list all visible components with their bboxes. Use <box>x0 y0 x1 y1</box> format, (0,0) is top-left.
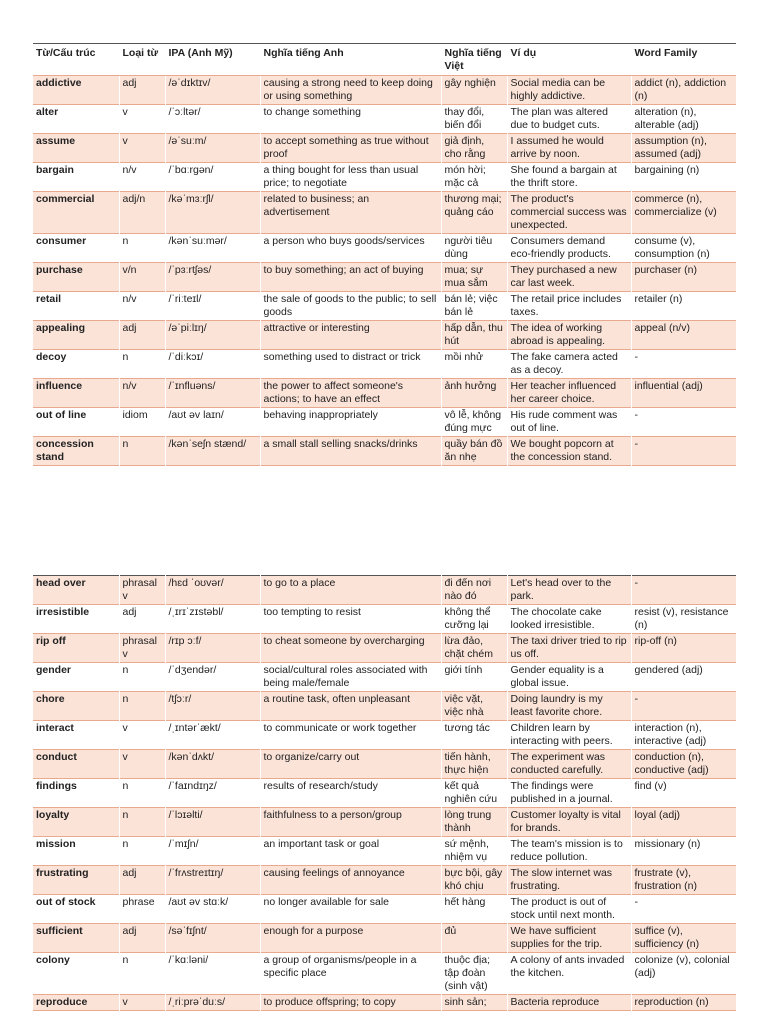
cell-ipa: /ˈɔːltər/ <box>165 105 260 134</box>
cell-part-of-speech: v <box>119 105 165 134</box>
cell-term: mission <box>33 837 119 866</box>
cell-meaning-vi: tiến hành, thực hiện <box>441 750 507 779</box>
cell-word-family: commerce (n), commercialize (v) <box>631 192 736 234</box>
cell-example: The chocolate cake looked irresistible. <box>507 605 631 634</box>
cell-meaning-en: to go to a place <box>260 576 441 605</box>
cell-part-of-speech: adj <box>119 605 165 634</box>
cell-meaning-en: enough for a purpose <box>260 924 441 953</box>
cell-meaning-vi: đủ <box>441 924 507 953</box>
cell-term: out of line <box>33 408 119 437</box>
cell-term: addictive <box>33 76 119 105</box>
cell-meaning-en: a small stall selling snacks/drinks <box>260 437 441 466</box>
cell-meaning-en: causing a strong need to keep doing or using something <box>260 76 441 105</box>
header-pos: Loại từ <box>119 44 165 76</box>
cell-example: The fake camera acted as a decoy. <box>507 350 631 379</box>
cell-meaning-en: results of research/study <box>260 779 441 808</box>
table-row <box>33 163 736 192</box>
cell-meaning-vi: hấp dẫn, thu hút <box>441 321 507 350</box>
cell-word-family: retailer (n) <box>631 292 736 321</box>
cell-example: I assumed he would arrive by noon. <box>507 134 631 163</box>
cell-term: appealing <box>33 321 119 350</box>
cell-part-of-speech: v <box>119 750 165 779</box>
cell-example: The team's mission is to reduce pollution. <box>507 837 631 866</box>
cell-meaning-vi: gây nghiện <box>441 76 507 105</box>
cell-ipa: /ˈbɑːrgən/ <box>165 163 260 192</box>
cell-example: The slow internet was frustrating. <box>507 866 631 895</box>
table-row <box>33 379 736 408</box>
cell-meaning-en: behaving inappropriately <box>260 408 441 437</box>
table-body-1 <box>33 76 736 466</box>
cell-example: They purchased a new car last week. <box>507 263 631 292</box>
cell-meaning-en: attractive or interesting <box>260 321 441 350</box>
cell-word-family: resist (v), resistance (n) <box>631 605 736 634</box>
cell-meaning-en: a person who buys goods/services <box>260 234 441 263</box>
table-row <box>33 134 736 163</box>
cell-meaning-vi: quầy bán đồ ăn nhẹ <box>441 437 507 466</box>
cell-example: Social media can be highly addictive. <box>507 76 631 105</box>
table-row <box>33 605 736 634</box>
cell-word-family: frustrate (v), frustration (n) <box>631 866 736 895</box>
cell-part-of-speech: adj <box>119 76 165 105</box>
cell-example: Let's head over to the park. <box>507 576 631 605</box>
cell-word-family: purchaser (n) <box>631 263 736 292</box>
cell-word-family: - <box>631 692 736 721</box>
cell-meaning-en: related to business; an advertisement <box>260 192 441 234</box>
header-meaning-en: Nghĩa tiếng Anh <box>260 44 441 76</box>
cell-ipa: /ˈkɑːləni/ <box>165 953 260 995</box>
cell-ipa: /ˌriːprəˈduːs/ <box>165 995 260 1011</box>
cell-term: interact <box>33 721 119 750</box>
cell-part-of-speech: adj <box>119 321 165 350</box>
table-row <box>33 350 736 379</box>
cell-term: gender <box>33 663 119 692</box>
cell-part-of-speech: adj <box>119 866 165 895</box>
cell-meaning-vi: món hời; mặc cả <box>441 163 507 192</box>
cell-meaning-vi: ảnh hưởng <box>441 379 507 408</box>
table-row <box>33 953 736 995</box>
cell-term: concession stand <box>33 437 119 466</box>
cell-meaning-vi: thay đổi, biến đổi <box>441 105 507 134</box>
header-row <box>33 44 736 76</box>
table-row <box>33 837 736 866</box>
cell-meaning-vi: kết quả nghiên cứu <box>441 779 507 808</box>
cell-meaning-vi: lòng trung thành <box>441 808 507 837</box>
cell-word-family: colonize (v), colonial (adj) <box>631 953 736 995</box>
cell-meaning-vi: hết hàng <box>441 895 507 924</box>
cell-term: commercial <box>33 192 119 234</box>
cell-word-family: - <box>631 895 736 924</box>
table-row <box>33 808 736 837</box>
cell-word-family: loyal (adj) <box>631 808 736 837</box>
cell-meaning-vi: không thể cưỡng lại <box>441 605 507 634</box>
cell-ipa: /ˈlɔɪəlti/ <box>165 808 260 837</box>
cell-ipa: /kənˈdʌkt/ <box>165 750 260 779</box>
table-row <box>33 408 736 437</box>
table-row <box>33 321 736 350</box>
cell-term: colony <box>33 953 119 995</box>
cell-meaning-en: a thing bought for less than usual price; to negotiate <box>260 163 441 192</box>
cell-meaning-en: to cheat someone by overcharging <box>260 634 441 663</box>
cell-example: The plan was altered due to budget cuts. <box>507 105 631 134</box>
cell-word-family: - <box>631 437 736 466</box>
cell-word-family: addict (n), addiction (n) <box>631 76 736 105</box>
cell-meaning-vi: sinh sản; <box>441 995 507 1011</box>
cell-meaning-vi: lừa đảo, chặt chém <box>441 634 507 663</box>
cell-meaning-en: the power to affect someone's actions; to have an effect <box>260 379 441 408</box>
cell-part-of-speech: adj <box>119 924 165 953</box>
cell-meaning-vi: thuộc địa; tập đoàn (sinh vật) <box>441 953 507 995</box>
cell-meaning-en: to communicate or work together <box>260 721 441 750</box>
cell-ipa: /ˈɪnfluəns/ <box>165 379 260 408</box>
cell-word-family: assumption (n), assumed (adj) <box>631 134 736 163</box>
table-row <box>33 924 736 953</box>
cell-example: The findings were published in a journal. <box>507 779 631 808</box>
cell-meaning-vi: tương tác <box>441 721 507 750</box>
table-row <box>33 576 736 605</box>
cell-meaning-en: social/cultural roles associated with being male/female <box>260 663 441 692</box>
cell-word-family: bargaining (n) <box>631 163 736 192</box>
cell-ipa: /ˈriːteɪl/ <box>165 292 260 321</box>
cell-meaning-vi: việc vặt, việc nhà <box>441 692 507 721</box>
cell-part-of-speech: adj/n <box>119 192 165 234</box>
table-row <box>33 192 736 234</box>
table-row <box>33 663 736 692</box>
table-row <box>33 995 736 1011</box>
cell-example: The retail price includes taxes. <box>507 292 631 321</box>
cell-meaning-en: faithfulness to a person/group <box>260 808 441 837</box>
cell-meaning-vi: giới tính <box>441 663 507 692</box>
cell-example: Gender equality is a global issue. <box>507 663 631 692</box>
cell-ipa: /ˈpɜːrtʃəs/ <box>165 263 260 292</box>
cell-ipa: /ˈdiːkɔɪ/ <box>165 350 260 379</box>
cell-word-family: - <box>631 576 736 605</box>
cell-example: Children learn by interacting with peers. <box>507 721 631 750</box>
cell-term: reproduce <box>33 995 119 1011</box>
cell-example: The taxi driver tried to rip us off. <box>507 634 631 663</box>
cell-ipa: /ˈmɪʃn/ <box>165 837 260 866</box>
cell-ipa: /kənˈsuːmər/ <box>165 234 260 263</box>
table-row <box>33 437 736 466</box>
cell-term: bargain <box>33 163 119 192</box>
table-body-2 <box>33 576 736 1011</box>
cell-meaning-en: the sale of goods to the public; to sell goods <box>260 292 441 321</box>
cell-ipa: /tʃɔːr/ <box>165 692 260 721</box>
cell-meaning-vi: bực bội, gây khó chịu <box>441 866 507 895</box>
cell-word-family: suffice (v), sufficiency (n) <box>631 924 736 953</box>
cell-part-of-speech: n <box>119 837 165 866</box>
table-row <box>33 634 736 663</box>
cell-part-of-speech: phrasal v <box>119 576 165 605</box>
cell-term: sufficient <box>33 924 119 953</box>
cell-meaning-vi: bán lẻ; việc bán lẻ <box>441 292 507 321</box>
cell-meaning-en: no longer available for sale <box>260 895 441 924</box>
cell-part-of-speech: v <box>119 134 165 163</box>
cell-word-family: missionary (n) <box>631 837 736 866</box>
cell-word-family: alteration (n), alterable (adj) <box>631 105 736 134</box>
cell-example: A colony of ants invaded the kitchen. <box>507 953 631 995</box>
cell-ipa: /ˈdʒendər/ <box>165 663 260 692</box>
header-word-family: Word Family <box>631 44 736 76</box>
cell-term: rip off <box>33 634 119 663</box>
header-term: Từ/Cấu trúc <box>33 44 119 76</box>
cell-ipa: /ˈfrʌstreɪtɪŋ/ <box>165 866 260 895</box>
cell-meaning-vi: người tiêu dùng <box>441 234 507 263</box>
cell-part-of-speech: v <box>119 995 165 1011</box>
cell-term: out of stock <box>33 895 119 924</box>
vocabulary-table-1 <box>33 43 736 466</box>
table-row <box>33 76 736 105</box>
cell-meaning-vi: sứ mệnh, nhiệm vụ <box>441 837 507 866</box>
cell-ipa: /hɛd ˈoʊvər/ <box>165 576 260 605</box>
cell-term: retail <box>33 292 119 321</box>
cell-term: alter <box>33 105 119 134</box>
table-row <box>33 692 736 721</box>
cell-term: consumer <box>33 234 119 263</box>
cell-meaning-vi: mồi nhử <box>441 350 507 379</box>
header-meaning-vi: Nghĩa tiếng Việt <box>441 44 507 76</box>
table-row <box>33 779 736 808</box>
cell-example: Her teacher influenced her career choice. <box>507 379 631 408</box>
cell-term: decoy <box>33 350 119 379</box>
cell-part-of-speech: n <box>119 663 165 692</box>
cell-part-of-speech: v/n <box>119 263 165 292</box>
cell-term: influence <box>33 379 119 408</box>
header-example: Ví dụ <box>507 44 631 76</box>
cell-part-of-speech: n <box>119 779 165 808</box>
cell-meaning-en: to change something <box>260 105 441 134</box>
cell-part-of-speech: n <box>119 437 165 466</box>
cell-word-family: rip-off (n) <box>631 634 736 663</box>
cell-word-family: influential (adj) <box>631 379 736 408</box>
cell-word-family: find (v) <box>631 779 736 808</box>
cell-part-of-speech: n/v <box>119 379 165 408</box>
cell-meaning-en: to accept something as true without proof <box>260 134 441 163</box>
cell-term: conduct <box>33 750 119 779</box>
cell-ipa: /ˌɪntərˈækt/ <box>165 721 260 750</box>
cell-word-family: consume (v), consumption (n) <box>631 234 736 263</box>
cell-term: findings <box>33 779 119 808</box>
cell-meaning-en: to produce offspring; to copy <box>260 995 441 1011</box>
cell-term: chore <box>33 692 119 721</box>
cell-example: The product's commercial success was unexpected. <box>507 192 631 234</box>
cell-term: loyalty <box>33 808 119 837</box>
cell-meaning-en: to buy something; an act of buying <box>260 263 441 292</box>
cell-meaning-en: something used to distract or trick <box>260 350 441 379</box>
cell-ipa: /səˈfɪʃnt/ <box>165 924 260 953</box>
table-row <box>33 105 736 134</box>
cell-term: head over <box>33 576 119 605</box>
cell-part-of-speech: n <box>119 808 165 837</box>
cell-part-of-speech: idiom <box>119 408 165 437</box>
header-ipa: IPA (Anh Mỹ) <box>165 44 260 76</box>
cell-example: She found a bargain at the thrift store. <box>507 163 631 192</box>
cell-example: The experiment was conducted carefully. <box>507 750 631 779</box>
cell-ipa: /rɪp ɔːf/ <box>165 634 260 663</box>
cell-meaning-vi: giả định, cho rằng <box>441 134 507 163</box>
cell-meaning-vi: mua; sự mua sắm <box>441 263 507 292</box>
table-row <box>33 721 736 750</box>
cell-word-family: reproduction (n) <box>631 995 736 1011</box>
cell-word-family: interaction (n), interactive (adj) <box>631 721 736 750</box>
cell-part-of-speech: n/v <box>119 292 165 321</box>
vocabulary-table-2 <box>33 575 736 1011</box>
table-row <box>33 292 736 321</box>
cell-word-family: conduction (n), conductive (adj) <box>631 750 736 779</box>
cell-part-of-speech: n/v <box>119 163 165 192</box>
table-row <box>33 866 736 895</box>
cell-meaning-en: to organize/carry out <box>260 750 441 779</box>
cell-ipa: /kəˈmɜːrʃl/ <box>165 192 260 234</box>
cell-meaning-vi: vô lễ, không đúng mực <box>441 408 507 437</box>
table-row <box>33 263 736 292</box>
cell-meaning-en: causing feelings of annoyance <box>260 866 441 895</box>
cell-example: The idea of working abroad is appealing. <box>507 321 631 350</box>
cell-meaning-en: too tempting to resist <box>260 605 441 634</box>
cell-example: Doing laundry is my least favorite chore. <box>507 692 631 721</box>
cell-example: Customer loyalty is vital for brands. <box>507 808 631 837</box>
cell-meaning-en: an important task or goal <box>260 837 441 866</box>
cell-part-of-speech: phrasal v <box>119 634 165 663</box>
cell-example: Bacteria reproduce <box>507 995 631 1011</box>
cell-part-of-speech: n <box>119 234 165 263</box>
cell-ipa: /kənˈseʃn stænd/ <box>165 437 260 466</box>
cell-part-of-speech: n <box>119 692 165 721</box>
cell-ipa: /əˈpiːlɪŋ/ <box>165 321 260 350</box>
cell-part-of-speech: n <box>119 350 165 379</box>
cell-example: We bought popcorn at the concession stand. <box>507 437 631 466</box>
cell-example: The product is out of stock until next month. <box>507 895 631 924</box>
cell-ipa: /əˈsuːm/ <box>165 134 260 163</box>
cell-term: irresistible <box>33 605 119 634</box>
cell-part-of-speech: phrase <box>119 895 165 924</box>
cell-ipa: /ˌɪrɪˈzɪstəbl/ <box>165 605 260 634</box>
cell-word-family: appeal (n/v) <box>631 321 736 350</box>
cell-ipa: /aʊt əv laɪn/ <box>165 408 260 437</box>
table-row <box>33 234 736 263</box>
cell-ipa: /əˈdɪktɪv/ <box>165 76 260 105</box>
cell-term: assume <box>33 134 119 163</box>
cell-word-family: gendered (adj) <box>631 663 736 692</box>
cell-meaning-vi: đi đến nơi nào đó <box>441 576 507 605</box>
cell-part-of-speech: v <box>119 721 165 750</box>
cell-example: Consumers demand eco-friendly products. <box>507 234 631 263</box>
cell-meaning-vi: thương mại; quảng cáo <box>441 192 507 234</box>
cell-term: purchase <box>33 263 119 292</box>
cell-meaning-en: a routine task, often unpleasant <box>260 692 441 721</box>
cell-term: frustrating <box>33 866 119 895</box>
cell-example: His rude comment was out of line. <box>507 408 631 437</box>
cell-part-of-speech: n <box>119 953 165 995</box>
cell-ipa: /ˈfaɪndɪŋz/ <box>165 779 260 808</box>
cell-word-family: - <box>631 350 736 379</box>
cell-example: We have sufficient supplies for the trip. <box>507 924 631 953</box>
cell-ipa: /aʊt əv stɑːk/ <box>165 895 260 924</box>
table-row <box>33 750 736 779</box>
cell-word-family: - <box>631 408 736 437</box>
table-row <box>33 895 736 924</box>
cell-meaning-en: a group of organisms/people in a specific place <box>260 953 441 995</box>
